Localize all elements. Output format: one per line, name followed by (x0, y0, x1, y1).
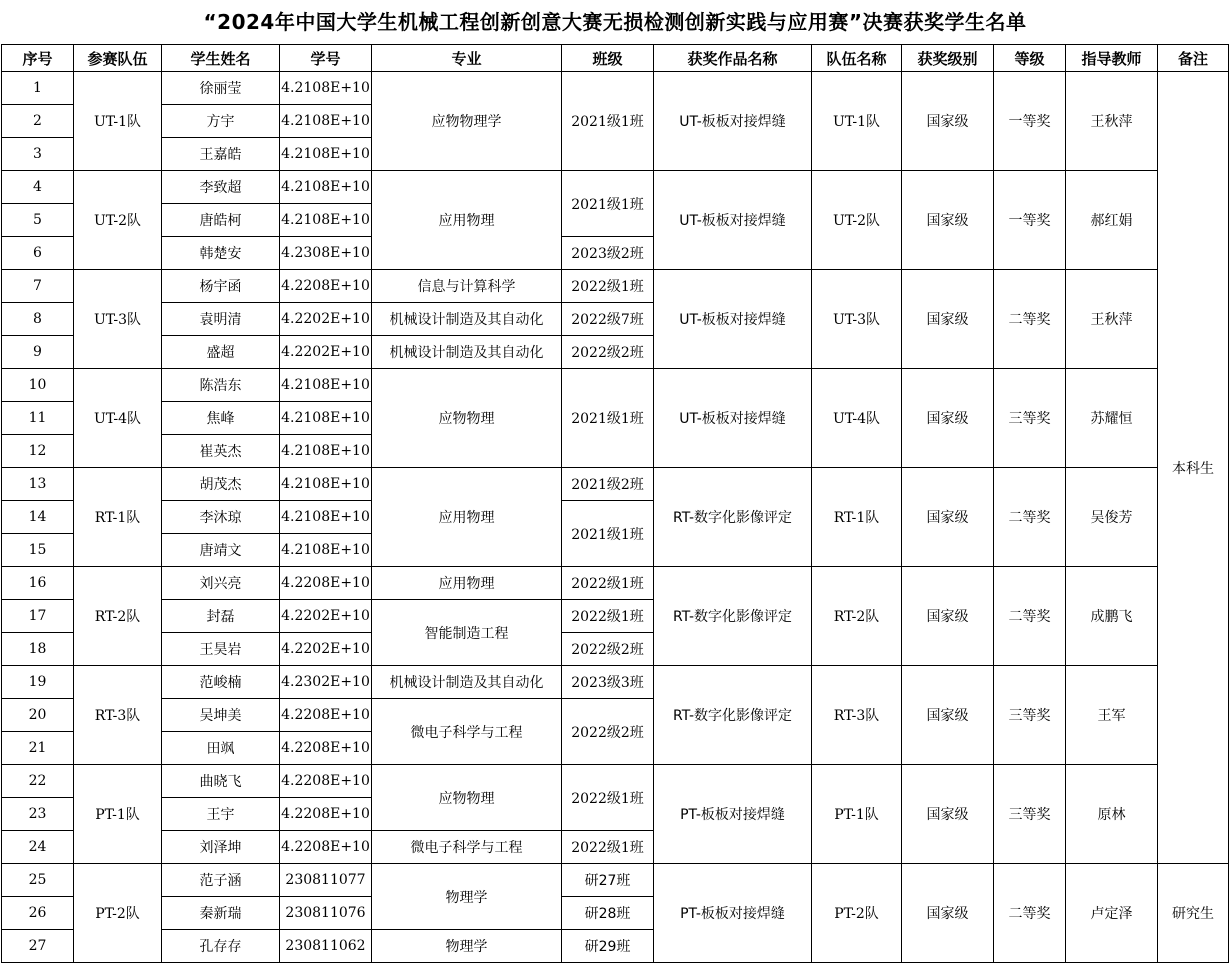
cell-major: 应物物理 (372, 765, 562, 831)
cell-class: 研27班 (562, 864, 654, 897)
cell-name: 方宇 (162, 105, 280, 138)
header-class: 班级 (562, 45, 654, 72)
cell-seq: 27 (2, 930, 74, 963)
cell-seq: 7 (2, 270, 74, 303)
cell-seq: 26 (2, 897, 74, 930)
cell-seq: 2 (2, 105, 74, 138)
cell-level: 国家级 (902, 171, 994, 270)
cell-work: RT-数字化影像评定 (654, 468, 812, 567)
cell-work: PT-板板对接焊缝 (654, 864, 812, 963)
cell-id: 4.2202E+10 (280, 633, 372, 666)
cell-work: UT-板板对接焊缝 (654, 72, 812, 171)
cell-grade: 三等奖 (994, 369, 1066, 468)
cell-seq: 4 (2, 171, 74, 204)
cell-seq: 3 (2, 138, 74, 171)
cell-name: 唐皓柯 (162, 204, 280, 237)
cell-work: UT-板板对接焊缝 (654, 369, 812, 468)
cell-id: 4.2208E+10 (280, 567, 372, 600)
cell-id: 4.2108E+10 (280, 402, 372, 435)
cell-id: 230811062 (280, 930, 372, 963)
header-level: 获奖级别 (902, 45, 994, 72)
cell-teacher: 成鹏飞 (1066, 567, 1158, 666)
cell-id: 4.2108E+10 (280, 105, 372, 138)
cell-major: 应用物理 (372, 171, 562, 270)
cell-seq: 25 (2, 864, 74, 897)
cell-id: 4.2202E+10 (280, 336, 372, 369)
cell-class: 2021级1班 (562, 501, 654, 567)
cell-id: 4.2108E+10 (280, 171, 372, 204)
cell-name: 范峻楠 (162, 666, 280, 699)
cell-major: 智能制造工程 (372, 600, 562, 666)
cell-major: 机械设计制造及其自动化 (372, 666, 562, 699)
cell-team: UT-2队 (74, 171, 162, 270)
cell-grade: 三等奖 (994, 666, 1066, 765)
cell-level: 国家级 (902, 270, 994, 369)
cell-teacher: 原林 (1066, 765, 1158, 864)
cell-name: 陈浩东 (162, 369, 280, 402)
cell-major: 机械设计制造及其自动化 (372, 336, 562, 369)
table-row (2, 666, 1229, 699)
cell-grade: 二等奖 (994, 468, 1066, 567)
cell-team-name: PT-1队 (812, 765, 902, 864)
cell-team-name: RT-2队 (812, 567, 902, 666)
cell-teacher: 郝红娟 (1066, 171, 1158, 270)
cell-team-name: RT-3队 (812, 666, 902, 765)
cell-id: 4.2108E+10 (280, 369, 372, 402)
cell-seq: 19 (2, 666, 74, 699)
cell-seq: 5 (2, 204, 74, 237)
cell-name: 崔英杰 (162, 435, 280, 468)
cell-id: 230811077 (280, 864, 372, 897)
header-note: 备注 (1158, 45, 1229, 72)
cell-grade: 二等奖 (994, 270, 1066, 369)
header-work: 获奖作品名称 (654, 45, 812, 72)
cell-level: 国家级 (902, 765, 994, 864)
cell-grade: 二等奖 (994, 567, 1066, 666)
cell-teacher: 苏耀恒 (1066, 369, 1158, 468)
cell-note: 研究生 (1158, 864, 1229, 963)
cell-name: 李致超 (162, 171, 280, 204)
header-id: 学号 (280, 45, 372, 72)
cell-seq: 20 (2, 699, 74, 732)
cell-class: 2023级3班 (562, 666, 654, 699)
cell-id: 4.2108E+10 (280, 501, 372, 534)
cell-team: PT-1队 (74, 765, 162, 864)
cell-team-name: RT-1队 (812, 468, 902, 567)
cell-name: 孔存存 (162, 930, 280, 963)
cell-id: 4.2108E+10 (280, 138, 372, 171)
cell-seq: 18 (2, 633, 74, 666)
cell-class: 2022级1班 (562, 270, 654, 303)
cell-seq: 1 (2, 72, 74, 105)
cell-level: 国家级 (902, 468, 994, 567)
cell-level: 国家级 (902, 666, 994, 765)
cell-name: 焦峰 (162, 402, 280, 435)
cell-class: 2022级2班 (562, 633, 654, 666)
header-grade: 等级 (994, 45, 1066, 72)
cell-major: 应物物理学 (372, 72, 562, 171)
cell-name: 韩楚安 (162, 237, 280, 270)
cell-id: 4.2202E+10 (280, 303, 372, 336)
cell-grade: 一等奖 (994, 72, 1066, 171)
cell-class: 2022级1班 (562, 831, 654, 864)
cell-seq: 17 (2, 600, 74, 633)
cell-class: 2021级2班 (562, 468, 654, 501)
cell-level: 国家级 (902, 72, 994, 171)
cell-seq: 8 (2, 303, 74, 336)
cell-teacher: 王军 (1066, 666, 1158, 765)
cell-team-name: PT-2队 (812, 864, 902, 963)
table-row (2, 765, 1229, 798)
header-row (2, 45, 1229, 72)
cell-name: 袁明清 (162, 303, 280, 336)
cell-id: 4.2302E+10 (280, 666, 372, 699)
cell-major: 应用物理 (372, 567, 562, 600)
cell-seq: 15 (2, 534, 74, 567)
cell-id: 4.2208E+10 (280, 831, 372, 864)
cell-name: 刘泽坤 (162, 831, 280, 864)
cell-major: 物理学 (372, 864, 562, 930)
cell-id: 4.2208E+10 (280, 270, 372, 303)
cell-major: 应用物理 (372, 468, 562, 567)
cell-name: 曲晓飞 (162, 765, 280, 798)
cell-name: 王嘉皓 (162, 138, 280, 171)
cell-id: 4.2208E+10 (280, 732, 372, 765)
cell-id: 230811076 (280, 897, 372, 930)
cell-seq: 12 (2, 435, 74, 468)
cell-work: UT-板板对接焊缝 (654, 270, 812, 369)
cell-seq: 9 (2, 336, 74, 369)
header-major: 专业 (372, 45, 562, 72)
cell-class: 研29班 (562, 930, 654, 963)
cell-teacher: 王秋萍 (1066, 270, 1158, 369)
cell-class: 研28班 (562, 897, 654, 930)
cell-work: PT-板板对接焊缝 (654, 765, 812, 864)
cell-note: 本科生 (1158, 72, 1229, 864)
cell-seq: 24 (2, 831, 74, 864)
table-row (2, 72, 1229, 105)
cell-seq: 14 (2, 501, 74, 534)
table-row (2, 369, 1229, 402)
cell-name: 盛超 (162, 336, 280, 369)
cell-team-name: UT-4队 (812, 369, 902, 468)
cell-name: 王昊岩 (162, 633, 280, 666)
cell-class: 2022级1班 (562, 600, 654, 633)
cell-name: 秦新瑞 (162, 897, 280, 930)
cell-team: RT-1队 (74, 468, 162, 567)
cell-seq: 21 (2, 732, 74, 765)
cell-class: 2022级1班 (562, 567, 654, 600)
header-seq: 序号 (2, 45, 74, 72)
cell-name: 刘兴亮 (162, 567, 280, 600)
cell-class: 2022级1班 (562, 765, 654, 831)
cell-major: 机械设计制造及其自动化 (372, 303, 562, 336)
cell-teacher: 卢定泽 (1066, 864, 1158, 963)
cell-work: RT-数字化影像评定 (654, 666, 812, 765)
cell-name: 范子涵 (162, 864, 280, 897)
table-row (2, 270, 1229, 303)
cell-name: 李沐琼 (162, 501, 280, 534)
cell-class: 2021级1班 (562, 369, 654, 468)
table-row (2, 171, 1229, 204)
cell-team: PT-2队 (74, 864, 162, 963)
page-title: “2024年中国大学生机械工程创新创意大赛无损检测创新实践与应用赛”决赛获奖学生名单 (203, 10, 1027, 34)
cell-grade: 三等奖 (994, 765, 1066, 864)
cell-seq: 13 (2, 468, 74, 501)
header-name: 学生姓名 (162, 45, 280, 72)
cell-name: 吴坤美 (162, 699, 280, 732)
cell-id: 4.2108E+10 (280, 534, 372, 567)
cell-name: 王宇 (162, 798, 280, 831)
cell-name: 杨宇函 (162, 270, 280, 303)
cell-class: 2022级2班 (562, 336, 654, 369)
cell-id: 4.2108E+10 (280, 72, 372, 105)
cell-teacher: 王秋萍 (1066, 72, 1158, 171)
cell-major: 物理学 (372, 930, 562, 963)
cell-team-name: UT-3队 (812, 270, 902, 369)
cell-id: 4.2108E+10 (280, 468, 372, 501)
header-teacher: 指导教师 (1066, 45, 1158, 72)
cell-seq: 23 (2, 798, 74, 831)
award-table (1, 44, 1229, 963)
cell-team: UT-4队 (74, 369, 162, 468)
cell-team: RT-2队 (74, 567, 162, 666)
cell-major: 微电子科学与工程 (372, 831, 562, 864)
cell-id: 4.2308E+10 (280, 237, 372, 270)
cell-level: 国家级 (902, 369, 994, 468)
cell-name: 胡茂杰 (162, 468, 280, 501)
cell-level: 国家级 (902, 567, 994, 666)
cell-class: 2021级1班 (562, 72, 654, 171)
cell-level: 国家级 (902, 864, 994, 963)
cell-seq: 6 (2, 237, 74, 270)
cell-id: 4.2108E+10 (280, 204, 372, 237)
cell-id: 4.2208E+10 (280, 699, 372, 732)
cell-name: 徐丽莹 (162, 72, 280, 105)
cell-id: 4.2208E+10 (280, 765, 372, 798)
cell-major: 微电子科学与工程 (372, 699, 562, 765)
header-team: 参赛队伍 (74, 45, 162, 72)
cell-seq: 10 (2, 369, 74, 402)
cell-grade: 二等奖 (994, 864, 1066, 963)
table-row (2, 468, 1229, 501)
cell-class: 2021级1班 (562, 171, 654, 237)
table-row (2, 567, 1229, 600)
cell-team: UT-1队 (74, 72, 162, 171)
cell-class: 2023级2班 (562, 237, 654, 270)
cell-id: 4.2108E+10 (280, 435, 372, 468)
cell-id: 4.2208E+10 (280, 798, 372, 831)
cell-teacher: 吴俊芳 (1066, 468, 1158, 567)
cell-major: 应物物理 (372, 369, 562, 468)
cell-name: 田飒 (162, 732, 280, 765)
cell-name: 封磊 (162, 600, 280, 633)
table-row (2, 864, 1229, 897)
cell-team: UT-3队 (74, 270, 162, 369)
cell-class: 2022级7班 (562, 303, 654, 336)
cell-seq: 11 (2, 402, 74, 435)
cell-work: UT-板板对接焊缝 (654, 171, 812, 270)
cell-team-name: UT-1队 (812, 72, 902, 171)
cell-seq: 22 (2, 765, 74, 798)
cell-id: 4.2202E+10 (280, 600, 372, 633)
cell-name: 唐靖文 (162, 534, 280, 567)
cell-class: 2022级2班 (562, 699, 654, 765)
cell-team: RT-3队 (74, 666, 162, 765)
cell-team-name: UT-2队 (812, 171, 902, 270)
cell-grade: 一等奖 (994, 171, 1066, 270)
cell-major: 信息与计算科学 (372, 270, 562, 303)
header-team-name: 队伍名称 (812, 45, 902, 72)
cell-seq: 16 (2, 567, 74, 600)
cell-work: RT-数字化影像评定 (654, 567, 812, 666)
